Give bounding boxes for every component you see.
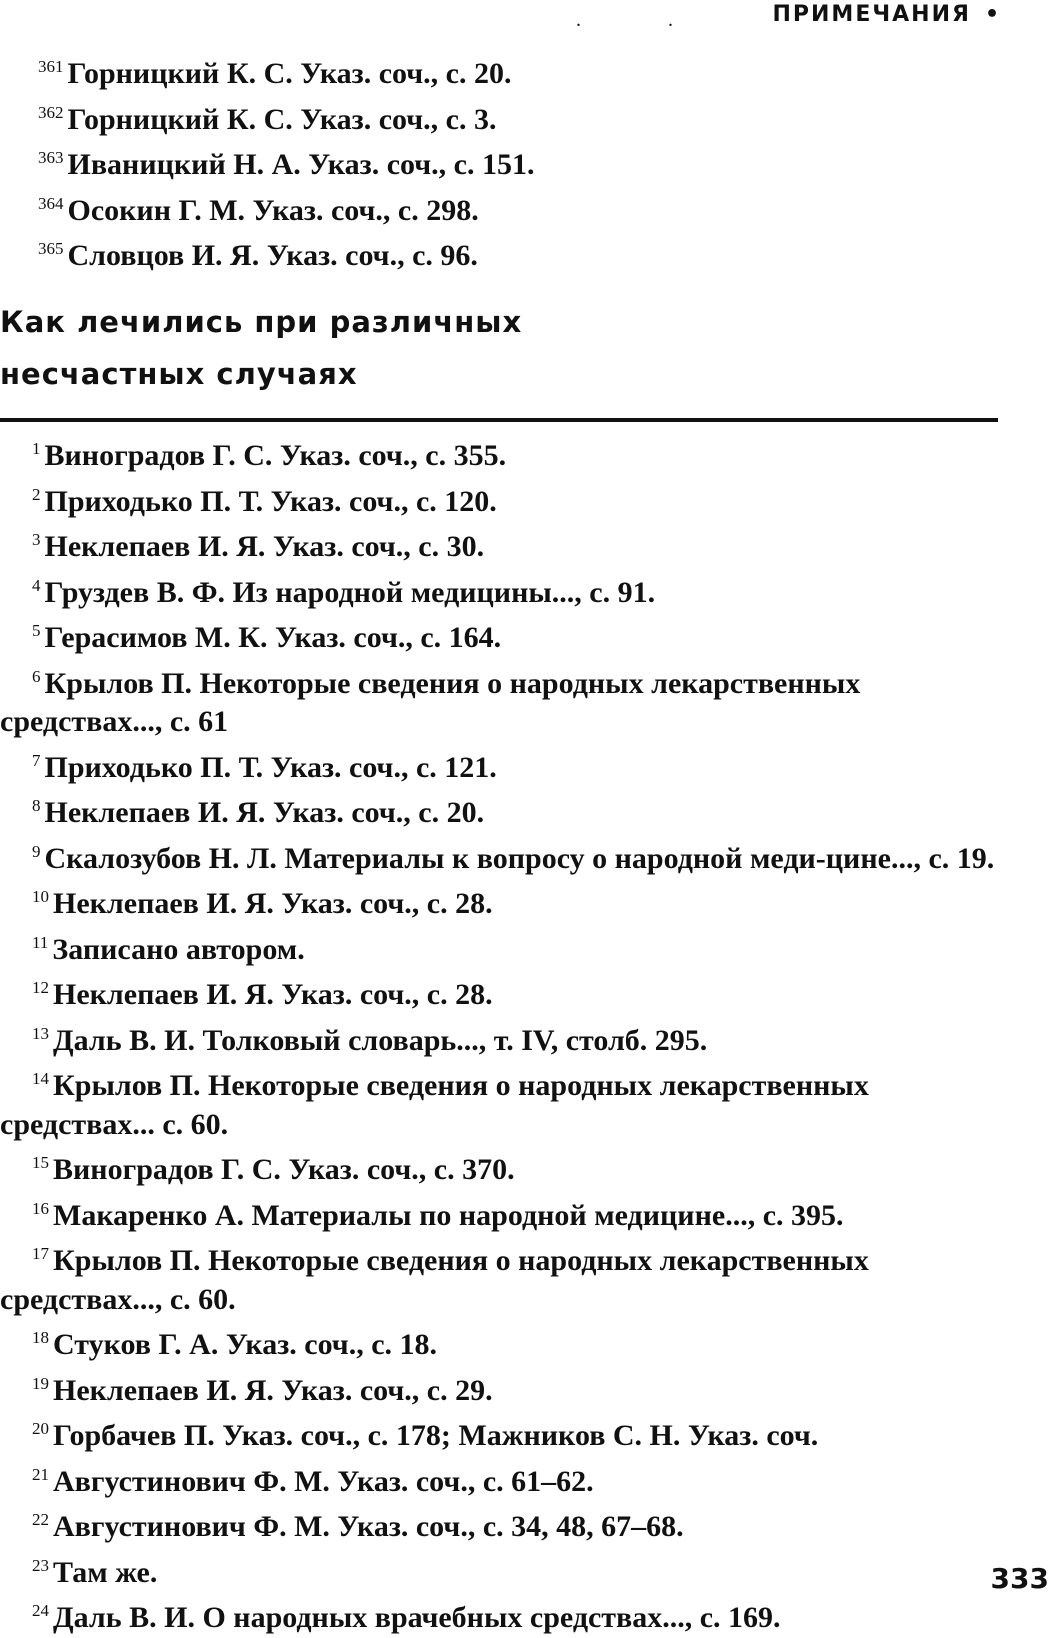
note-12 bbox=[0, 969, 998, 1015]
note-number: 12 bbox=[32, 978, 49, 997]
running-head-bullet: • bbox=[984, 2, 1001, 27]
note-9 bbox=[0, 833, 998, 879]
note-10 bbox=[0, 878, 998, 924]
note-number: 2 bbox=[32, 484, 41, 504]
note-number: 23 bbox=[32, 1555, 49, 1575]
note-text: Неклепаев И. Я. Указ. соч., с. 30. bbox=[44, 530, 485, 563]
section-notes bbox=[0, 430, 998, 1638]
top-notes bbox=[0, 48, 1004, 276]
note-text: Записано автором. bbox=[52, 932, 305, 966]
note-14 bbox=[0, 1060, 998, 1144]
note-19 bbox=[0, 1365, 998, 1411]
note-8 bbox=[0, 787, 998, 833]
note-text: Горницкий К. С. Указ. соч., с. 20. bbox=[67, 57, 512, 90]
note-364 bbox=[6, 185, 1004, 231]
note-number: 6 bbox=[32, 666, 41, 686]
note-text: Крылов П. Некоторые сведения о народных лекарственных средствах..., с. 60. bbox=[0, 1244, 869, 1316]
note-text: Стуков Г. А. Указ. соч., с. 18. bbox=[53, 1328, 438, 1361]
note-18 bbox=[0, 1319, 998, 1365]
page-number: 333 bbox=[990, 1562, 1049, 1595]
note-text: Крылов П. Некоторые сведения о народных лекарственных средствах..., с. 61 bbox=[0, 666, 861, 738]
note-362 bbox=[6, 94, 1004, 140]
note-5 bbox=[0, 612, 998, 658]
note-number: 4 bbox=[32, 575, 41, 595]
note-text: Герасимов М. К. Указ. соч., с. 164. bbox=[44, 621, 502, 654]
note-number: 361 bbox=[38, 57, 64, 76]
note-text: Августинович Ф. М. Указ. соч., с. 34, 48, 67–68. bbox=[53, 1510, 684, 1543]
note-number: 15 bbox=[32, 1153, 49, 1172]
note-13 bbox=[0, 1015, 998, 1061]
section-title bbox=[0, 296, 522, 400]
note-365 bbox=[6, 230, 1004, 276]
note-text: Иваницкий Н. А. Указ. соч., с. 151. bbox=[67, 148, 535, 181]
note-1 bbox=[0, 430, 998, 476]
note-number: 13 bbox=[32, 1023, 49, 1043]
section-divider bbox=[0, 418, 998, 422]
note-text: Там же. bbox=[53, 1555, 158, 1589]
note-text: Крылов П. Некоторые сведения о народных лекарственных средствах... с. 60. bbox=[0, 1069, 869, 1141]
note-text: Даль В. И. Толковый словарь..., т. IV, столб. 295. bbox=[53, 1023, 708, 1057]
note-text: Неклепаев И. Я. Указ. соч., с. 20. bbox=[44, 796, 485, 829]
note-text: Груздев В. Ф. Из народной медицины..., с. 91. bbox=[44, 575, 656, 609]
note-number: 3 bbox=[32, 530, 41, 549]
note-text: Горбачев П. Указ. соч., с. 178; Мажников С. Н. Указ. соч. bbox=[53, 1419, 819, 1452]
note-text: Макаренко А. Материалы по народной медицине..., с. 395. bbox=[53, 1198, 844, 1232]
running-head-title: ПРИМЕЧАНИЯ bbox=[772, 2, 971, 27]
note-15 bbox=[0, 1144, 998, 1190]
section-title-line-2: несчастных случаях bbox=[0, 357, 358, 391]
section-title-line-1: Как лечились при различных bbox=[0, 305, 523, 339]
note-22 bbox=[0, 1501, 998, 1547]
note-number: 8 bbox=[32, 796, 41, 815]
note-11 bbox=[0, 924, 998, 970]
note-number: 7 bbox=[32, 750, 41, 770]
note-number: 362 bbox=[38, 102, 64, 122]
note-number: 16 bbox=[32, 1198, 49, 1218]
note-16 bbox=[0, 1190, 998, 1236]
note-number: 9 bbox=[32, 841, 41, 861]
note-text: Неклепаев И. Я. Указ. соч., с. 28. bbox=[53, 887, 493, 920]
note-text: Скалозубов Н. Л. Материалы к вопросу о народной меди-цине..., с. 19. bbox=[44, 841, 995, 875]
note-number: 22 bbox=[32, 1510, 49, 1529]
note-number: 5 bbox=[32, 621, 41, 640]
note-2 bbox=[0, 476, 998, 522]
note-text: Неклепаев И. Я. Указ. соч., с. 28. bbox=[53, 978, 493, 1011]
note-number: 11 bbox=[32, 932, 49, 952]
note-text: Даль В. И. О народных врачебных средствах..., с. 169. bbox=[53, 1601, 781, 1634]
note-text: Виноградов Г. С. Указ. соч., с. 355. bbox=[44, 439, 507, 472]
note-text: Горницкий К. С. Указ. соч., с. 3. bbox=[67, 102, 497, 136]
note-text: Приходько П. Т. Указ. соч., с. 121. bbox=[44, 750, 497, 784]
note-number: 17 bbox=[32, 1244, 49, 1263]
note-text: Словцов И. Я. Указ. соч., с. 96. bbox=[67, 239, 478, 272]
note-363 bbox=[6, 139, 1004, 185]
note-number: 363 bbox=[38, 148, 64, 167]
note-text: Приходько П. Т. Указ. соч., с. 120. bbox=[44, 484, 497, 518]
note-text: Августинович Ф. М. Указ. соч., с. 61–62. bbox=[53, 1464, 594, 1498]
note-number: 21 bbox=[32, 1464, 49, 1484]
note-24 bbox=[0, 1592, 998, 1638]
note-number: 20 bbox=[32, 1419, 49, 1438]
note-number: 1 bbox=[32, 439, 41, 458]
note-text: Виноградов Г. С. Указ. соч., с. 370. bbox=[53, 1153, 515, 1186]
note-number: 18 bbox=[32, 1328, 49, 1347]
note-number: 19 bbox=[32, 1373, 49, 1393]
print-speck: . bbox=[668, 9, 673, 31]
note-text: Осокин Г. М. Указ. соч., с. 298. bbox=[67, 193, 479, 227]
note-17 bbox=[0, 1235, 998, 1319]
note-361 bbox=[6, 48, 1004, 94]
note-number: 365 bbox=[38, 239, 64, 258]
note-number: 24 bbox=[32, 1601, 49, 1620]
running-head bbox=[772, 0, 1001, 30]
print-speck: . bbox=[576, 9, 581, 31]
note-number: 14 bbox=[32, 1069, 49, 1088]
note-text: Неклепаев И. Я. Указ. соч., с. 29. bbox=[53, 1373, 493, 1407]
note-7 bbox=[0, 742, 998, 788]
note-3 bbox=[0, 521, 998, 567]
note-number: 10 bbox=[32, 887, 49, 906]
note-21 bbox=[0, 1456, 998, 1502]
note-23 bbox=[0, 1547, 998, 1593]
note-6 bbox=[0, 658, 998, 742]
note-20 bbox=[0, 1410, 998, 1456]
note-number: 364 bbox=[38, 193, 64, 213]
note-4 bbox=[0, 567, 998, 613]
